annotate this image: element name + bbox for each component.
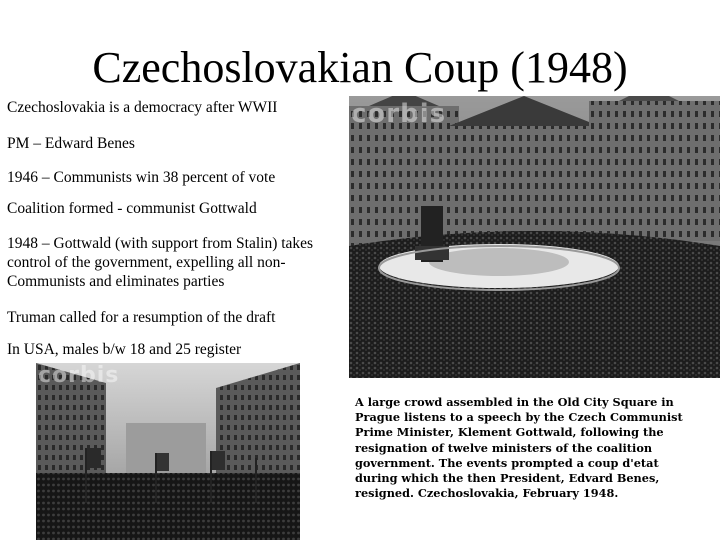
photo-caption: A large crowd assembled in the Old City Square in Prague listens to a speech by the Czech Communist Prime Minister, Klement Gottwald, following the resignation of twelve ministers of the coalition government. The events prompted a coup d'etat during which the then President, Edvard Benes, resigned. Czechoslovakia, February 1948. bbox=[355, 395, 683, 501]
old-city-square-image bbox=[349, 96, 720, 378]
bullet-item: 1948 – Gottwald (with support from Stalin) takes control of the government, expelling all non-Communists and eliminates parties bbox=[7, 235, 314, 290]
bullet-item: PM – Edward Benes bbox=[7, 135, 135, 152]
corbis-watermark: corbis bbox=[351, 99, 447, 129]
bullet-item: In USA, males b/w 18 and 25 register bbox=[7, 341, 242, 358]
bullet-item: 1946 – Communists win 38 percent of vote bbox=[7, 169, 276, 186]
bullet-item: Czechoslovakia is a democracy after WWII bbox=[7, 99, 278, 116]
slide-title: Czechoslovakian Coup (1948) bbox=[92, 43, 628, 92]
street-demonstration-photo bbox=[36, 363, 300, 540]
bullet-item: Truman called for a resumption of the draft bbox=[7, 309, 276, 326]
corbis-watermark: corbis bbox=[38, 363, 120, 388]
bullet-item: Coalition formed - communist Gottwald bbox=[7, 200, 257, 217]
old-city-square-photo bbox=[349, 96, 720, 378]
street-demonstration-image bbox=[36, 363, 300, 540]
